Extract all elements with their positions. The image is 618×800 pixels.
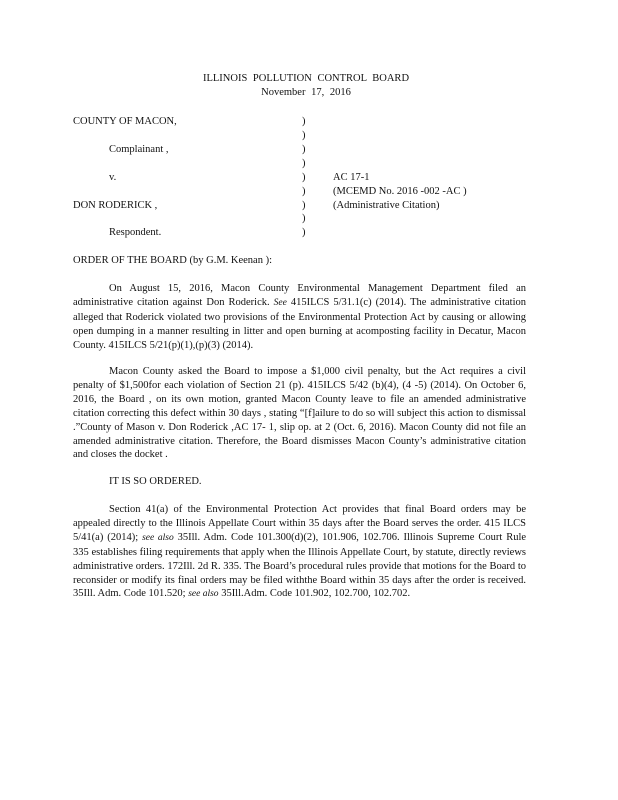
- case-number: AC 17-1: [333, 172, 370, 183]
- versus-label: v.: [109, 172, 117, 183]
- so-ordered: IT IS SO ORDERED.: [109, 476, 202, 487]
- order-heading: ORDER OF THE BOARD (by G.M. Keenan ):: [73, 255, 273, 266]
- caption-paren: ): [302, 158, 306, 169]
- caption-paren: ): [302, 144, 306, 155]
- complainant-name: COUNTY OF MACON,: [73, 116, 177, 127]
- case-type: (Administrative Citation): [333, 200, 440, 211]
- paragraph-3: Section 41(a) of the Environmental Protection Act provides that final Board orders may be appealed directly to the Illinois Appellate Court within 35 days after the Board serves the order. 415 ILCS 5/41(a) (2014); see also 35Ill. Adm. Code 101.300(d)(2), 101.906, 102.706. Illinois Supreme Court Rule 335 establishes filing requirements that apply when the Illinois Appellate Court, by statute, directly reviews administrative orders. 172Ill. 2d R. 335. The Board’s procedural rules provide that motions for the Board to reconsider or modify its final orders may be filed withthe Board within 35 days after the order is received. 35Ill. Adm. Code 101.520; see also 35Ill.Adm. Code 101.902, 102.700, 102.702.: [73, 504, 527, 600]
- caption-paren: ): [302, 200, 306, 211]
- respondent-name: DON RODERICK ,: [73, 200, 158, 211]
- paragraph-2: Macon County asked the Board to impose a $1,000 civil penalty, but the Act requires a civil penalty of $1,500for each violation of Section 21 (p). 415ILCS 5/42 (b)(4), (4 -5) (2014). On October 6, 2016, the Board , on its own motion, granted Macon County leave to file an amended administrative citation correcting this defect within 30 days , stating “[f]ailure to do so will subject this action to dismissal .”County of Mason v. Don Roderick ,AC 17- 1, slip op. at 2 (Oct. 6, 2016). Macon County did not file an amended administrative citation. Therefore, the Board dismisses Macon County’s administrative citation and closes the docket .: [73, 366, 526, 461]
- caption-paren: ): [302, 172, 306, 183]
- paragraph-1: On August 15, 2016, Macon County Environmental Management Department filed an administrative citation against Don Roderick. See 415ILCS 5/31.1(c) (2014). The administrative citation alleged that Roderick violated two provisions of the Environmental Protection Act by causing or allowing open dumping in a manner resulting in litter and open burning at acomposting facility in Decatur, Macon County. 415ILCS 5/21(p)(1),(p)(3) (2014).: [73, 283, 527, 351]
- caption-paren: ): [302, 116, 306, 127]
- respondent-label: Respondent.: [109, 227, 162, 238]
- caption-paren: ): [302, 227, 306, 238]
- complainant-label: Complainant ,: [109, 144, 169, 155]
- agency-number: (MCEMD No. 2016 -002 -AC ): [333, 186, 467, 197]
- board-name: ILLINOIS POLLUTION CONTROL BOARD: [202, 73, 410, 84]
- caption-paren: ): [302, 130, 306, 141]
- caption-paren: ): [302, 186, 306, 197]
- order-date: November 17, 2016: [261, 87, 351, 98]
- caption-paren: ): [302, 213, 306, 224]
